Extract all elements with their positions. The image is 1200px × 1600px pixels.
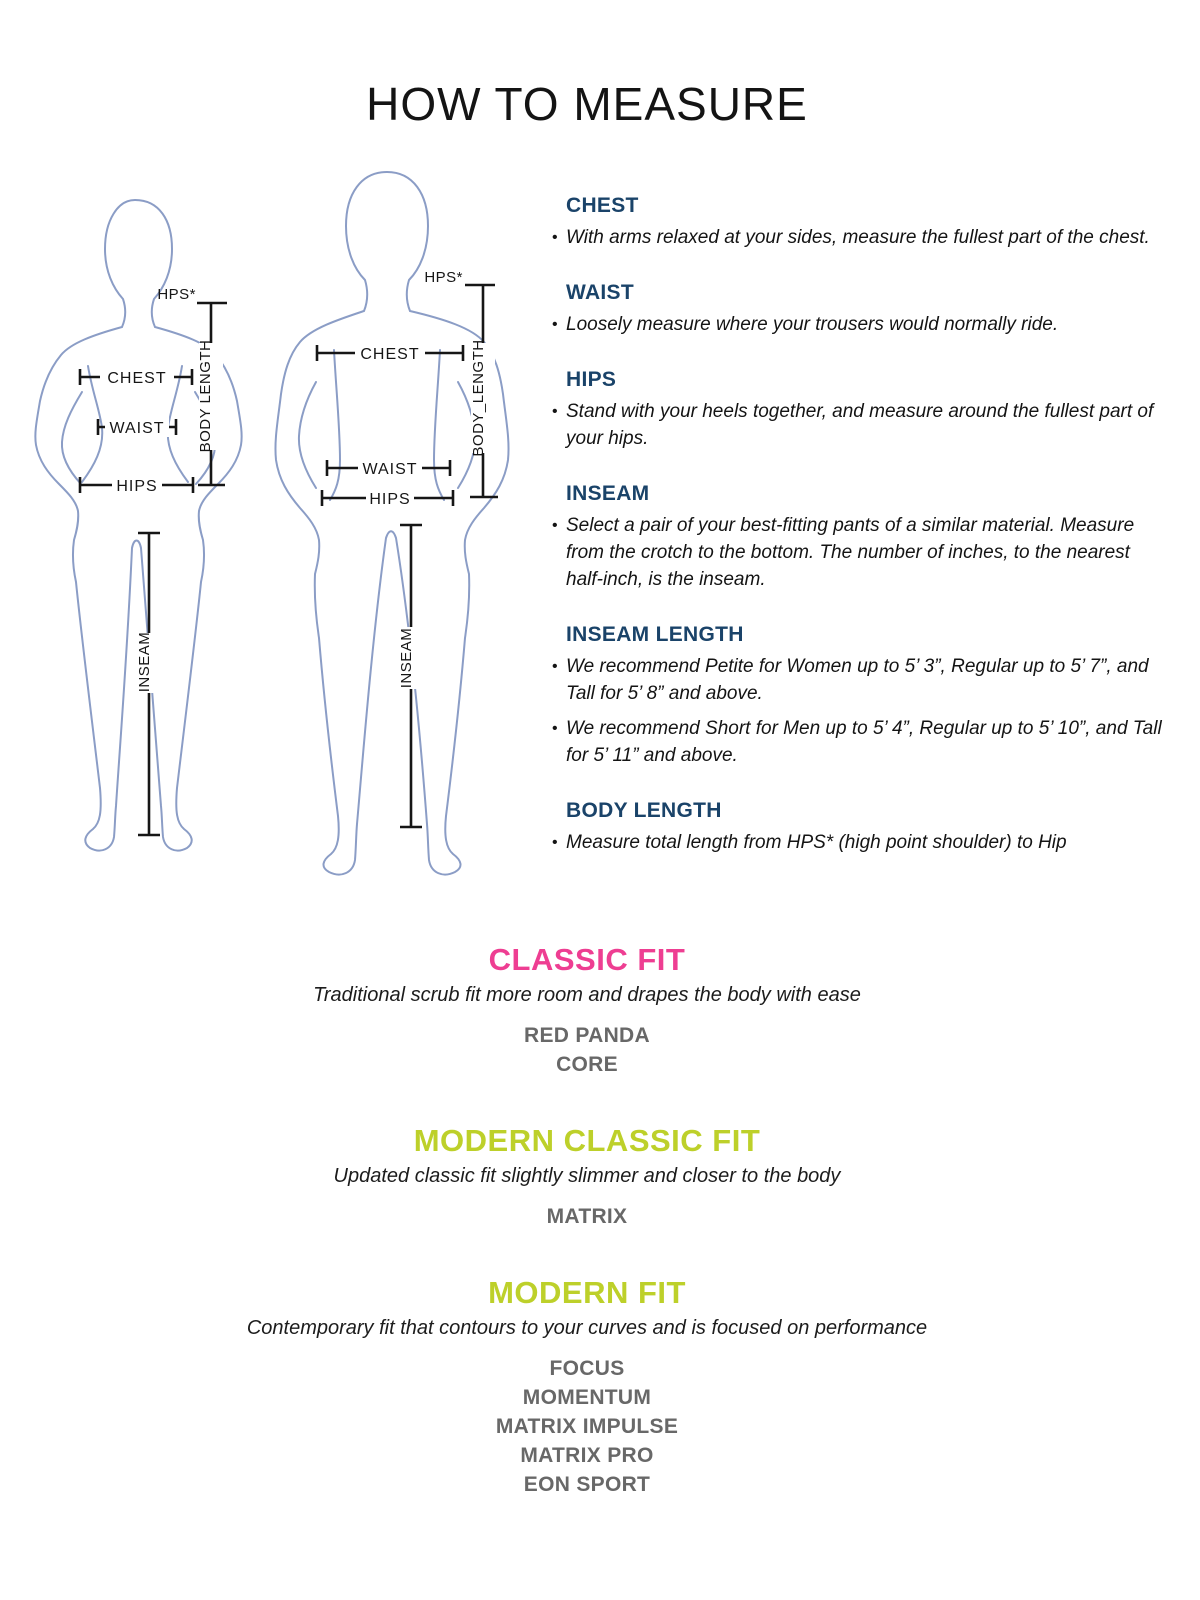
male-chest-label: CHEST	[360, 346, 420, 363]
guide-section-body-length	[552, 799, 1170, 856]
guide-section-inseam	[552, 482, 1170, 593]
section-heading: BODY LENGTH	[566, 799, 722, 822]
fit-section-modern	[0, 1275, 1174, 1499]
section-heading: WAIST	[566, 281, 634, 304]
fit-description: Updated classic fit slightly slimmer and closer to the body	[333, 1165, 841, 1187]
measure-guide	[552, 194, 1170, 886]
female-hips-label: HIPS	[116, 478, 158, 495]
brand-name: MOMENTUM	[522, 1386, 652, 1409]
section-bullet: • Loosely measure where your trousers would normally ride.	[552, 311, 1170, 338]
brand-name: RED PANDA	[524, 1024, 650, 1047]
fit-guide	[0, 942, 1174, 1543]
fit-brand-list	[0, 1354, 1174, 1499]
fit-description: Contemporary fit that contours to your curves and is focused on performance	[246, 1317, 928, 1339]
section-bullet: • We recommend Short for Men up to 5’ 4”, Regular up to 5’ 10”, and Tall for 5’ 11” and above.	[552, 715, 1170, 769]
fit-title: CLASSIC FIT	[488, 942, 686, 977]
guide-section-waist	[552, 281, 1170, 338]
male-figure-diagram	[262, 168, 518, 884]
fit-brand-list	[0, 1021, 1174, 1079]
male-hps-label: HPS*	[424, 269, 463, 286]
brand-name: FOCUS	[549, 1357, 625, 1380]
male-inseam-label: INSEAM	[398, 627, 415, 689]
brand-name: MATRIX	[546, 1205, 628, 1228]
female-figure-diagram	[30, 196, 246, 872]
fit-title: MODERN FIT	[488, 1275, 686, 1310]
male-waist-label: WAIST	[362, 461, 418, 478]
female-silhouette	[35, 200, 241, 851]
female-waist-label: WAIST	[109, 420, 165, 437]
section-heading: INSEAM	[566, 482, 650, 505]
male-silhouette	[275, 172, 508, 875]
brand-name: EON SPORT	[523, 1473, 651, 1496]
female-chest-label: CHEST	[107, 370, 167, 387]
female-hps-label: HPS*	[157, 286, 196, 303]
brand-name: MATRIX PRO	[520, 1444, 654, 1467]
page-title: HOW TO MEASURE	[366, 77, 808, 130]
male-body-length-label: BODY_LENGTH	[470, 339, 487, 457]
fit-brand-list	[0, 1202, 1174, 1231]
female-measure-labels	[100, 286, 223, 693]
section-heading: HIPS	[566, 368, 617, 391]
section-bullet: • We recommend Petite for Women up to 5’ 3”, Regular up to 5’ 7”, and Tall for 5’ 8” and above.	[552, 653, 1170, 707]
section-heading: CHEST	[566, 194, 639, 217]
guide-section-hips	[552, 368, 1170, 452]
section-bullet: • With arms relaxed at your sides, measure the fullest part of the chest.	[552, 224, 1170, 251]
fit-section-modern-classic	[0, 1123, 1174, 1231]
female-inseam-label: INSEAM	[136, 631, 153, 693]
section-bullet: • Select a pair of your best-fitting pants of a similar material. Measure from the crotch to the bottom. The number of inches, to the nearest half-inch, is the inseam.	[552, 512, 1170, 593]
section-heading: INSEAM LENGTH	[566, 623, 744, 646]
guide-section-inseam-length	[552, 623, 1170, 769]
fit-title: MODERN CLASSIC FIT	[413, 1123, 761, 1158]
fit-section-classic	[0, 942, 1174, 1079]
brand-name: CORE	[556, 1053, 618, 1076]
male-hips-label: HIPS	[369, 491, 411, 508]
female-body-length-label: BODY LENGTH	[197, 339, 214, 453]
section-bullet: • Measure total length from HPS* (high point shoulder) to Hip	[552, 829, 1170, 856]
fit-description: Traditional scrub fit more room and drapes the body with ease	[313, 984, 861, 1006]
guide-section-chest	[552, 194, 1170, 251]
section-bullet: • Stand with your heels together, and measure around the fullest part of your hips.	[552, 398, 1170, 452]
brand-name: MATRIX IMPULSE	[495, 1415, 679, 1438]
